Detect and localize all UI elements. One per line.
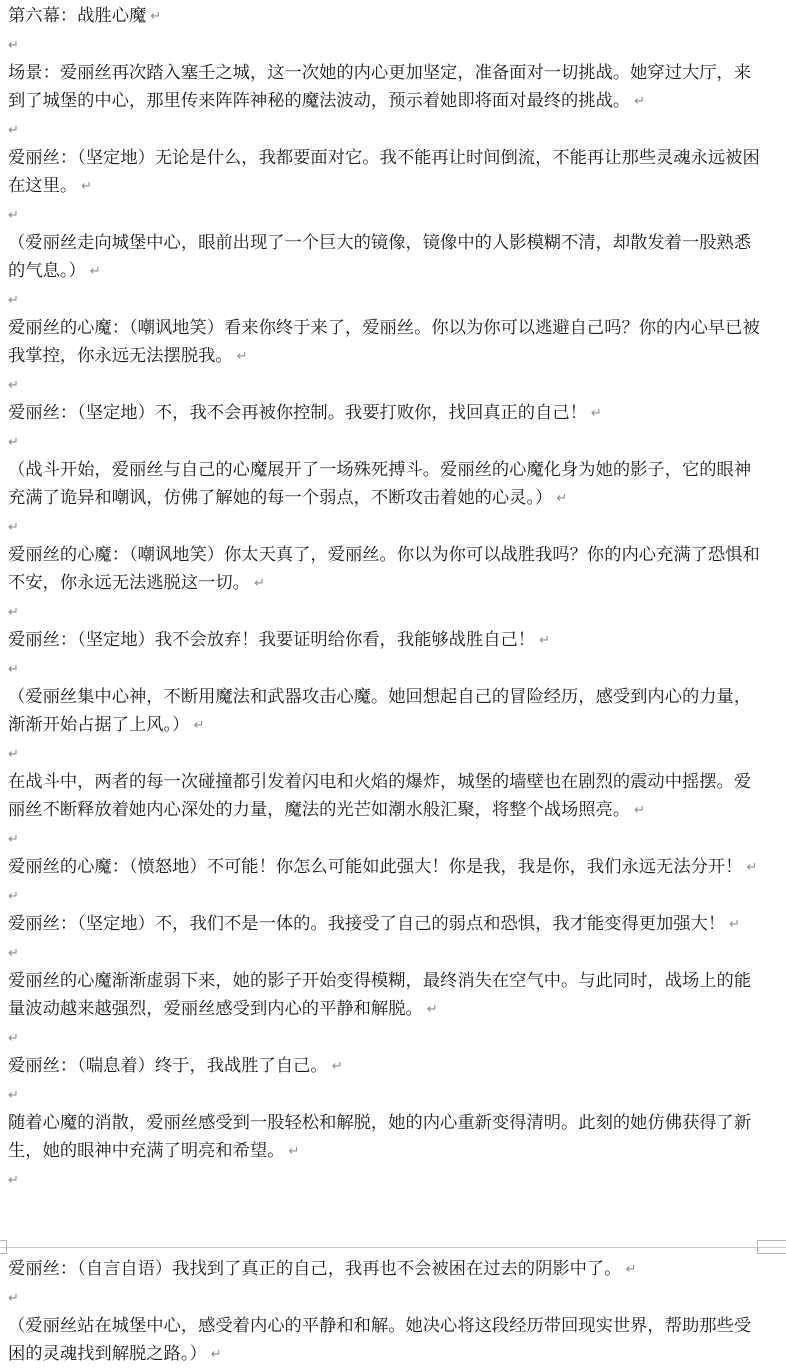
paragraph-text: 爱丽丝：（自言自语）我找到了真正的自己，我再也不会被困在过去的阴影中了。: [8, 1259, 622, 1279]
paragraph-mark-icon: ↵: [746, 860, 758, 875]
paragraph-mark-icon: ↵: [8, 435, 19, 450]
document-page-2: [8, 1255, 760, 1369]
paragraph-mark-icon: ↵: [8, 946, 19, 961]
paragraph-narration[interactable]: [8, 1109, 760, 1166]
page-corner-right: [757, 1240, 786, 1254]
paragraph-dialogue[interactable]: [8, 1052, 760, 1081]
empty-paragraph[interactable]: [8, 939, 760, 967]
paragraph-mark-icon: ↵: [539, 633, 550, 648]
paragraph-mark-icon: ↵: [8, 1031, 19, 1046]
paragraph-text: 爱丽丝：（坚定地）我不会放弃！我要证明给你看，我能够战胜自己！: [8, 630, 536, 650]
paragraph-mark-icon: ↵: [8, 832, 19, 847]
paragraph-mark-icon: ↵: [8, 662, 19, 677]
paragraph-dialogue[interactable]: [8, 910, 760, 939]
paragraph-mark-icon: ↵: [8, 38, 19, 53]
paragraph-text: 在战斗中，两者的每一次碰撞都引发着闪电和火焰的爆炸，城堡的墙壁也在剧烈的震动中摇摆。爱丽丝不断释放着她内心深处的力量，魔法的光芒如潮水般汇聚，将整个战场照亮。: [8, 772, 752, 820]
empty-paragraph[interactable]: [8, 286, 760, 314]
paragraph-mark-icon: ↵: [634, 803, 646, 818]
paragraph-mark-icon: ↵: [729, 917, 741, 932]
paragraph-text: 场景：爱丽丝再次踏入塞壬之城，这一次她的内心更加坚定，准备面对一切挑战。她穿过大厅，来到了城堡的中心，那里传来阵阵神秘的魔法波动，预示着她即将面对最终的挑战。: [8, 63, 752, 111]
paragraph-text: （战斗开始，爱丽丝与自己的心魔展开了一场殊死搏斗。爱丽丝的心魔化身为她的影子，它的眼神充满了诡异和嘲讽，仿佛了解她的每一个弱点，不断攻击着她的心灵。）: [8, 460, 752, 508]
paragraph-text: 爱丽丝的心魔渐渐虚弱下来，她的影子开始变得模糊，最终消失在空气中。与此同时，战场上的能量波动越来越强烈，爱丽丝感受到内心的平静和解脱。: [8, 971, 752, 1019]
paragraph-text: 爱丽丝：（坚定地）不，我不会再被你控制。我要打败你，找回真正的自己！: [8, 403, 587, 423]
paragraph-stage-direction[interactable]: [8, 683, 760, 740]
paragraph-text: 爱丽丝的心魔：（嘲讽地笑）看来你终于来了，爱丽丝。你以为你可以逃避自己吗？你的内心早已被我掌控，你永远无法摆脱我。: [8, 318, 760, 366]
paragraph-mark-icon: ↵: [89, 264, 101, 279]
paragraph-mark-icon: ↵: [210, 1347, 222, 1362]
empty-paragraph[interactable]: [8, 1024, 760, 1052]
empty-paragraph[interactable]: [8, 825, 760, 853]
paragraph-mark-icon: ↵: [590, 406, 602, 421]
paragraph-mark-icon: ↵: [8, 1173, 19, 1188]
paragraph-mark-icon: ↵: [253, 576, 265, 591]
paragraph-mark-icon: ↵: [236, 349, 248, 364]
paragraph-mark-icon: ↵: [150, 9, 162, 24]
paragraph-scene-description[interactable]: [8, 59, 760, 116]
empty-paragraph[interactable]: [8, 31, 760, 59]
paragraph-mark-icon: ↵: [625, 1262, 637, 1277]
page-break-line: [0, 1247, 786, 1248]
paragraph-text: （爱丽丝站在城堡中心，感受着内心的平静和和解。她决心将这段经历带回现实世界，帮助那些受困的灵魂找到解脱之路。）: [8, 1316, 752, 1364]
scene-title-text: 第六幕：战胜心魔: [8, 6, 147, 26]
paragraph-text: 爱丽丝的心魔：（嘲讽地笑）你太天真了，爱丽丝。你以为你可以战胜我吗？你的内心充满了恐惧和不安，你永远无法逃脱这一切。: [8, 545, 760, 593]
paragraph-text: （爱丽丝走向城堡中心，眼前出现了一个巨大的镜像，镜像中的人影模糊不清，却散发着一股熟悉的气息。）: [8, 233, 752, 281]
paragraph-mark-icon: ↵: [8, 1088, 19, 1103]
paragraph-mark-icon: ↵: [8, 1291, 19, 1306]
paragraph-mark-icon: ↵: [8, 889, 19, 904]
empty-paragraph[interactable]: [8, 428, 760, 456]
paragraph-text: 爱丽丝的心魔：（愤怒地）不可能！你怎么可能如此强大！你是我，我是你，我们永远无法分开！: [8, 857, 743, 877]
paragraph-stage-direction[interactable]: [8, 1312, 760, 1369]
empty-paragraph[interactable]: [8, 740, 760, 768]
paragraph-mark-icon: ↵: [8, 605, 19, 620]
paragraph-mark-icon: ↵: [8, 378, 19, 393]
paragraph-stage-direction[interactable]: [8, 456, 760, 513]
empty-paragraph[interactable]: [8, 371, 760, 399]
empty-paragraph[interactable]: [8, 882, 760, 910]
paragraph-dialogue[interactable]: [8, 399, 760, 428]
paragraph-text: 爱丽丝：（坚定地）不，我们不是一体的。我接受了自己的弱点和恐惧，我才能变得更加强大！: [8, 914, 726, 934]
paragraph-mark-icon: ↵: [288, 1144, 300, 1159]
paragraph-dialogue[interactable]: [8, 314, 760, 371]
paragraph-text: 随着心魔的消散，爱丽丝感受到一股轻松和解脱，她的内心重新变得清明。此刻的她仿佛获得了新生，她的眼神中充满了明亮和希望。: [8, 1113, 752, 1161]
paragraph-stage-direction[interactable]: [8, 229, 760, 286]
empty-paragraph[interactable]: [8, 1284, 760, 1312]
empty-paragraph[interactable]: [8, 1081, 760, 1109]
paragraph-mark-icon: ↵: [8, 123, 19, 138]
empty-paragraph[interactable]: [8, 655, 760, 683]
paragraph-mark-icon: ↵: [331, 1059, 343, 1074]
paragraph-mark-icon: ↵: [81, 179, 93, 194]
document-page-1: [8, 2, 760, 1194]
paragraph-mark-icon: ↵: [8, 208, 19, 223]
scene-title[interactable]: [8, 2, 760, 31]
paragraph-narration[interactable]: [8, 967, 760, 1024]
empty-paragraph[interactable]: [8, 513, 760, 541]
empty-paragraph[interactable]: [8, 116, 760, 144]
paragraph-mark-icon: ↵: [426, 1002, 438, 1017]
paragraph-mark-icon: ↵: [634, 94, 646, 109]
paragraph-dialogue[interactable]: [8, 853, 760, 882]
paragraph-dialogue[interactable]: [8, 1255, 760, 1284]
paragraph-mark-icon: ↵: [8, 747, 19, 762]
paragraph-mark-icon: ↵: [8, 520, 19, 535]
paragraph-mark-icon: ↵: [8, 293, 19, 308]
page-corner-left: [0, 1240, 7, 1254]
paragraph-dialogue[interactable]: [8, 144, 760, 201]
paragraph-text: （爱丽丝集中心神，不断用魔法和武器攻击心魔。她回想起自己的冒险经历，感受到内心的力量，渐渐开始占据了上风。）: [8, 687, 752, 735]
empty-paragraph[interactable]: [8, 201, 760, 229]
paragraph-mark-icon: ↵: [556, 491, 568, 506]
empty-paragraph[interactable]: [8, 1166, 760, 1194]
paragraph-narration[interactable]: [8, 768, 760, 825]
paragraph-text: 爱丽丝：（坚定地）无论是什么，我都要面对它。我不能再让时间倒流，不能再让那些灵魂永远被困在这里。: [8, 148, 760, 196]
paragraph-mark-icon: ↵: [193, 718, 205, 733]
paragraph-text: 爱丽丝：（喘息着）终于，我战胜了自己。: [8, 1056, 328, 1076]
paragraph-dialogue[interactable]: [8, 626, 760, 655]
paragraph-dialogue[interactable]: [8, 541, 760, 598]
empty-paragraph[interactable]: [8, 598, 760, 626]
page-break: [0, 1238, 786, 1254]
